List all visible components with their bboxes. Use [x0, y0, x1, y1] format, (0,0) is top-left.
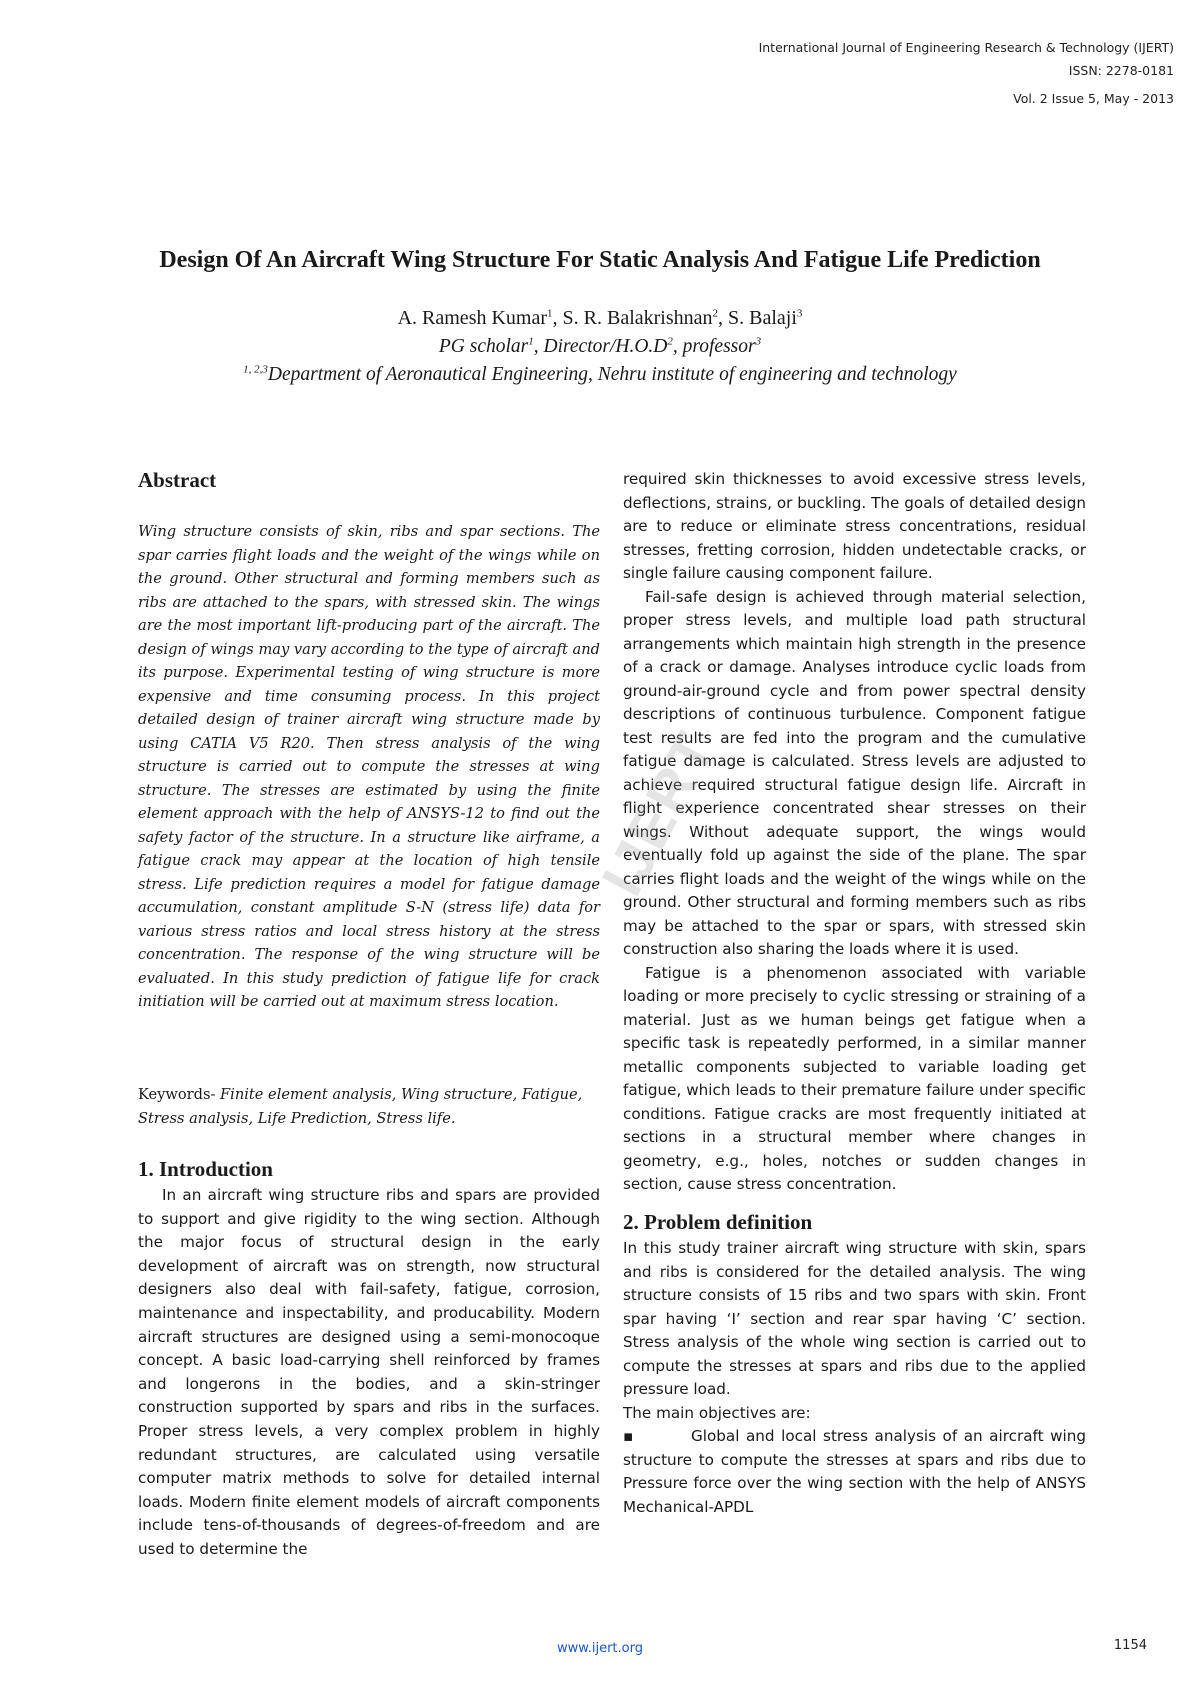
author-2: S. R. Balakrishnan — [562, 307, 713, 329]
paragraph: Fatigue is a phenomenon associated with variable loading or more precisely to cyclic stressing or straining of a material. Just as we human beings get fatigue when a specific task is repeatedly performed, in a similar manner metallic components subjected to variable loading get fatigue, which leads to their premature failure under specific conditions. Fatigue cracks are most frequently initiated at sections in a structural member where changes in geometry, e.g., holes, notches or sudden changes in section, cause stress concentration. — [623, 963, 1086, 1193]
bullet-icon: ▪ — [623, 1427, 636, 1445]
abstract-heading: Abstract — [138, 468, 217, 492]
paragraph: Fail-safe design is achieved through material selection, proper stress levels, and multiple load path structural arrangements which maintain high strength in the presence of a crack or damage. Analyses introduce cyclic loads from ground-air-ground cycle and from power spectral density descriptions of continuous turbulence. Component fatigue test results are fed into the program and the cumulative fatigue damage is calculated. Stress levels are adjusted to achieve required structural fatigue design life. Aircraft in flight experience concentrated shear stresses on their wings. Without adequate support, the wings would eventually fold up against the side of the plane. The spar carries flight loads and the weight of the wings while on the ground. Other structural and forming members such as ribs may be attached to the spar or spars, with stressed skin construction also sharing the loads where it is used. — [623, 587, 1086, 958]
page-number: 1154 — [1113, 1638, 1147, 1653]
section-2-body — [623, 1237, 1086, 1519]
author-2-sup: 2 — [712, 307, 719, 320]
keywords-list: Finite element analysis, Wing structure, Fatigue, Stress analysis, Life Prediction, Stress life. — [138, 1086, 583, 1127]
role-1-sup: 1 — [528, 335, 534, 348]
volume-issue: Vol. 2 Issue 5, May - 2013 — [1013, 91, 1174, 106]
keywords — [138, 1083, 600, 1130]
objectives-intro: The main objectives are: — [623, 1403, 811, 1422]
footer-link[interactable]: www.ijert.org — [557, 1641, 643, 1656]
role-3-sup: 3 — [755, 335, 762, 348]
role-2: Director/H.O.D — [543, 336, 668, 357]
section-1-heading: 1. Introduction — [138, 1157, 273, 1181]
watermark: IJERT — [589, 721, 729, 906]
affiliation — [0, 364, 1200, 386]
paper-title: Design Of An Aircraft Wing Structure For Static Analysis And Fatigue Life Prediction — [159, 247, 1041, 273]
author-roles: PG scholar$^1$, Director/$H.O.D^2$, professor$^3$ — [438, 335, 762, 357]
authors: A. Ramesh Kumar$^1$, S. R. Balakrishnan$^2$, S. Balaji$^3$ — [397, 307, 803, 329]
author-3: S. Balaji — [728, 307, 797, 329]
paragraph: In this study trainer aircraft wing structure with skin, spars and ribs is considered for the detailed analysis. The wing structure consists of 15 ribs and two spars with skin. Front spar having ‘I’ section and rear spar having ‘C’ section. Stress analysis of the whole wing section is carried out to compute the stresses at spars and ribs due to the applied pressure load. — [623, 1239, 1086, 1398]
role-3: professor — [682, 336, 756, 357]
role-2-sup: 2 — [667, 335, 673, 348]
objective-item — [623, 1425, 1086, 1519]
author-1: A. Ramesh Kumar — [397, 307, 548, 329]
section-2-heading: 2. Problem definition — [623, 1210, 813, 1234]
paragraph: required skin thicknesses to avoid excessive stress levels, deflections, strains, or buckling. The goals of detailed design are to reduce or eliminate stress concentrations, residual stresses, fretting corrosion, hidden undetectable cracks, or single failure causing component failure. — [623, 470, 1086, 582]
affiliation-sup: 1, 2,3 — [243, 363, 268, 376]
keywords-label: Keywords- — [138, 1086, 216, 1103]
section-1-text: In an aircraft wing structure ribs and spars are provided to support and give rigidity to the wing section. Although the major focus of structural design in the early development of aircraft was on strength, now structural designers also deal with fail-safety, fatigue, corrosion, maintenance and inspectability, and producability. Modern aircraft structures are designed using a semi-monocoque concept. A basic load-carrying shell reinforced by frames and longerons in the bodies, and a skin-stringer construction supported by spars and ribs in the surfaces. Proper stress levels, a very complex problem in highly redundant structures, are calculated using versatile computer matrix methods to solve for detailed internal loads. Modern finite element models of aircraft components include tens-of-thousands of degrees-of-freedom and are used to determine the — [138, 1186, 600, 1558]
affiliation-text: Department of Aeronautical Engineering, Nehru institute of engineering and technology — [267, 364, 957, 385]
right-column-body — [623, 468, 1086, 1197]
abstract-text: Wing structure consists of skin, ribs and spar sections. The spar carries flight loads and the weight of the wings while on the ground. Other structural and forming members such as ribs are attached to the spars, with stressed skin. The wings are the most important lift-producing part of the aircraft. The design of wings may vary according to the type of aircraft and its purpose. Experimental testing of wing structure is more expensive and time consuming process. In this project detailed design of trainer aircraft wing structure made by using CATIA V5 R20. Then stress analysis of the wing structure is carried out to compute the stresses at wing structure. The stresses are estimated by using the finite element approach with the help of ANSYS-12 to find out the safety factor of the structure. In a structure like airframe, a fatigue crack may appear at the location of high tensile stress. Life prediction requires a model for fatigue damage accumulation, constant amplitude S-N (stress life) data for various stress ratios and local stress history at the stress concentration. The response of the wing structure will be evaluated. In this study prediction of fatigue life for crack initiation will be carried out at maximum stress location. — [138, 523, 600, 1010]
issn: ISSN: 2278-0181 — [1068, 63, 1174, 78]
role-1: PG scholar — [438, 336, 529, 357]
journal-name: International Journal of Engineering Research & Technology (IJERT) — [758, 40, 1174, 55]
author-1-sup: 1 — [547, 307, 553, 320]
objective-text: Global and local stress analysis of an aircraft wing structure to compute the stresses at spars and ribs due to Pressure force over the wing section with the help of ANSYS Mechanical-APDL — [623, 1427, 1087, 1516]
author-3-sup: 3 — [796, 307, 803, 320]
